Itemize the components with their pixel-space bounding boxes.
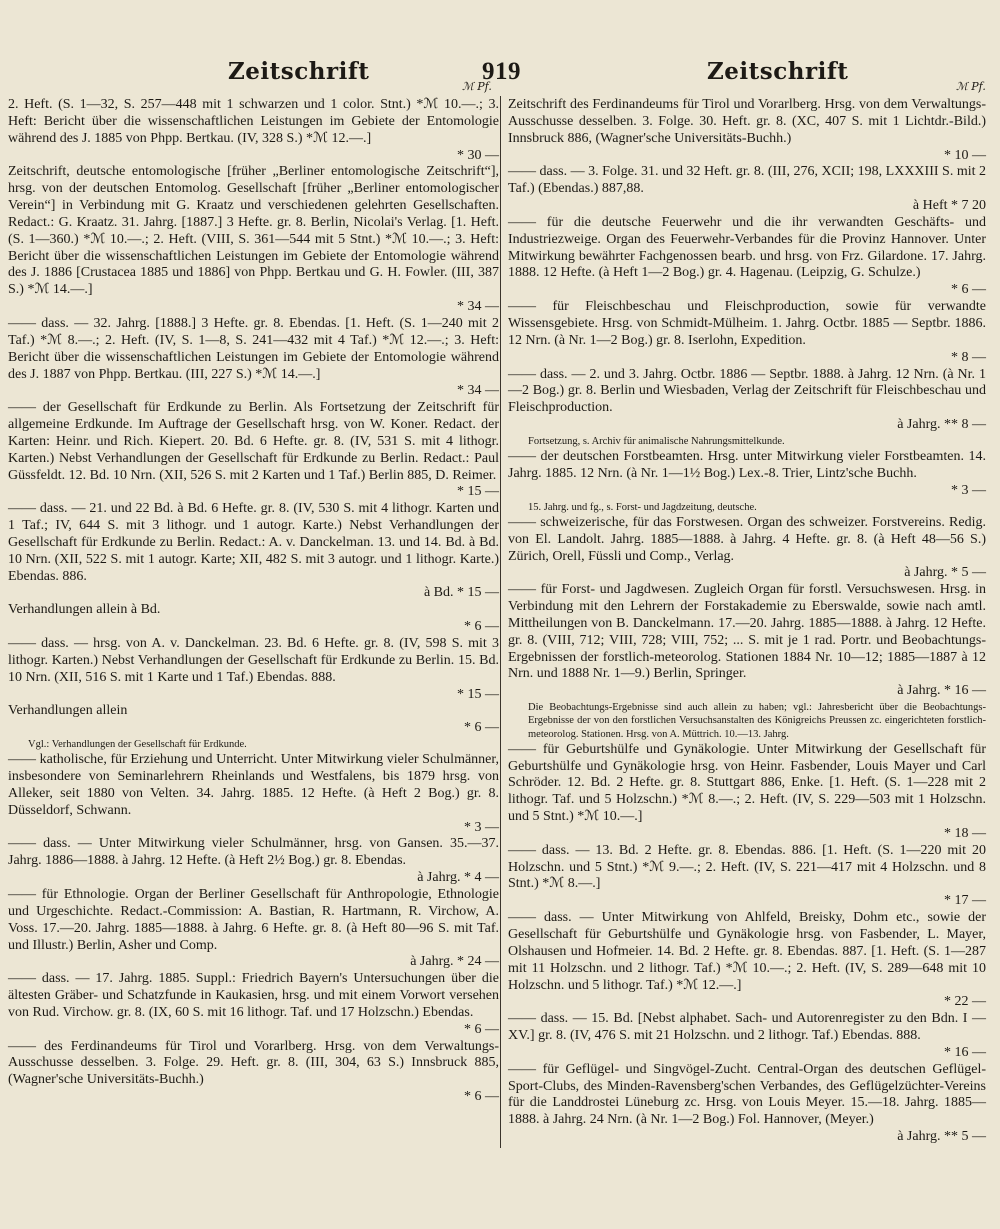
catalog-entry <box>508 910 986 1011</box>
entry-text: —— der deutschen Forstbeamten. Hrsg. unter Mitwirkung vieler Forstbeamten. 14. Jahrg. 1885. 12 Nrn. (à Nr. 1—1½ Bog.) Lex.-8. Trier, Lintz'sche Buchh. <box>508 449 986 481</box>
catalog-entry <box>508 449 986 500</box>
entry-text: Verhandlungen allein à Bd. <box>8 602 161 618</box>
entry-price: * 8 — <box>951 349 986 365</box>
entry-price: * 6 — <box>464 619 499 635</box>
catalog-entry <box>8 887 499 971</box>
cross-reference-note <box>528 501 986 514</box>
currency-heading-left: ℳ Pf. <box>462 80 492 93</box>
catalog-entry <box>508 742 986 843</box>
entry-price: * 6 — <box>951 282 986 298</box>
cross-reference-note <box>528 435 986 448</box>
entry-text: Verhandlungen allein <box>8 703 128 719</box>
entry-text: —— dass. — 3. Folge. 31. und 32 Heft. gr. 8. (III, 276, XCII; 198, LXXXIII S. mit 2 Taf.) (Ebendas.) 887,88. <box>508 164 986 197</box>
catalog-entry <box>508 582 986 700</box>
entry-text: —— dass. — Unter Mitwirkung vieler Schulmänner, hrsg. von Gansen. 35.—37. Jahrg. 1886—1888. à Jahrg. 12 Hefte. (à Heft 2½ Bog.) gr. 8. Ebendas. <box>8 836 499 869</box>
entry-price: * 10 — <box>944 147 986 163</box>
entry-price: * 16 — <box>944 1044 986 1060</box>
catalog-entry <box>508 515 986 582</box>
entry-price: * 22 — <box>944 994 986 1010</box>
catalog-entry <box>8 836 499 887</box>
entry-text: —— dass. — 2. und 3. Jahrg. Octbr. 1886 — Septbr. 1888. à Jahrg. 12 Nrn. (à Nr. 1—2 Bog.) gr. 8. Berlin und Wiesbaden, Verlag der Zeitschrift für Fleischbeschau und Fleischproduction. <box>508 366 986 416</box>
entry-text: —— für Ethnologie. Organ der Berliner Gesellschaft für Anthropologie, Ethnologie und Urgeschichte. Redact.-Commission: A. Bastian, R. Hartmann, R. Virchow, A. Voss. 17.—20. Jahrg. 1885—1888. à Jahrg. 6 Hefte. gr. 8. (à Heft 80—96 S. mit Taf. und Illustr.) Berlin, Asher und Comp. <box>8 887 499 953</box>
entry-text: Die Beobachtungs-Ergebnisse sind auch allein zu haben; vgl.: Jahresbericht über die Beobachtungs-Ergebnisse der von den forstlichen Versuchsanstalten des Königreichs Preussen zc. eingerichteten forstlich-meteorolog. Stationen. Hrsg. von A. Müttrich. 10.—13. Jahrg. <box>528 702 986 740</box>
left-column <box>8 97 499 1106</box>
catalog-entry <box>8 316 499 400</box>
catalog-entry <box>8 164 499 316</box>
page-number: 919 <box>482 58 521 85</box>
entry-price: à Jahrg. * 24 — <box>410 954 499 970</box>
entry-text: —— dass. — 15. Bd. [Nebst alphabet. Sach- und Autorenregister zu den Bdn. I — XV.] gr. 8. (IV, 476 S. mit 21 Holzschn. und 2 lithogr. Taf.) Ebendas. 888. <box>508 1011 986 1044</box>
currency-heading-right: ℳ Pf. <box>956 80 986 93</box>
entry-text: Vgl.: Verhandlungen der Gesellschaft für Erdkunde. <box>28 739 247 751</box>
entry-price: * 15 — <box>457 484 499 500</box>
column-divider <box>500 96 501 1148</box>
entry-price: * 34 — <box>457 299 499 315</box>
entry-text: —— dass. — 32. Jahrg. [1888.] 3 Hefte. gr. 8. Ebendas. [1. Heft. (S. 1—240 mit 2 Taf.) *ℳ 8.—.; 2. Heft. (IV, S. 1—8, S. 241—432 mit 4 Taf.) *ℳ 12.—.; 3. Heft: Bericht über die wissenschaftlichen Leistungen im Gebiete der Entomologie während des J. 1887 von Phpp. Bertkau. (III, 227 S.) *ℳ 14.—.] <box>8 315 499 382</box>
catalog-entry <box>508 299 986 366</box>
entry-price: * 6 — <box>464 1021 499 1037</box>
entry-text: —— für die deutsche Feuerwehr und die ihr verwandten Geschäfts- und Industriezweige. Organ des Feuerwehr-Verbandes für die Provinz Hannover. Unter Mitwirkung bewährter Fachgenossen bearb. und hrsg. von Frz. Gilardone. 17. Jahrg. 1888. 12 Hefte. (à Heft 1—2 Bog.) gr. 4. Hagenau. (Leipzig, G. Schulze.) <box>508 214 986 281</box>
entry-price: à Jahrg. * 4 — <box>417 870 499 886</box>
entry-price: à Bd. * 15 — <box>423 585 499 601</box>
catalog-entry <box>508 215 986 299</box>
entry-text: —— dass. — hrsg. von A. v. Danckelman. 23. Bd. 6 Hefte. gr. 8. (IV, 598 S. mit 3 lithogr. Karten.) Nebst Verhandlungen der Gesellschaft für Erdkunde zu Berlin. 15. Bd. 10 Nrn. (XII, 516 S. mit 1 Karte und 1 Taf.) Ebendas. 888. <box>8 636 499 685</box>
running-head-left: Zeitschrift <box>228 58 370 85</box>
entry-text: —— der Gesellschaft für Erdkunde zu Berlin. Als Fortsetzung der Zeitschrift für allgemeine Erdkunde. Im Auftrage der Gesellschaft hrsg. von W. Koner. Redact. der Karten: Heinr. und Rich. Kiepert. 20. Bd. 6 Hefte. gr. 8. (IV, 531 S. mit 4 lithogr. Karten.) Nebst Verhandlungen der Gesellschaft für Erdkunde zu Berlin. Redact.: Paul Güssfeldt. 12. Bd. 10 Nrn. (XII, 526 S. mit 2 Karten und 1 Taf.) Berlin 885, D. Reimer. <box>8 400 499 483</box>
entry-price: * 6 — <box>464 1089 499 1105</box>
entry-price: * 3 — <box>951 482 986 498</box>
entry-price: * 34 — <box>457 383 499 399</box>
entry-price: * 17 — <box>944 893 986 909</box>
entry-text: —— des Ferdinandeums für Tirol und Vorarlberg. Hrsg. von dem Verwaltungs-Ausschusse desselben. 3. Folge. 29. Heft. gr. 8. (III, 304, 63 S.) Innsbruck 885, (Wagner'sche Universitäts-Buchh.) <box>8 1038 499 1088</box>
entry-price: à Jahrg. ** 5 — <box>897 1129 986 1145</box>
catalog-entry <box>8 703 499 737</box>
entry-price: à Heft * 7 20 <box>912 198 986 214</box>
catalog-entry <box>8 752 499 836</box>
entry-text: 2. Heft. (S. 1—32, S. 257—448 mit 1 schwarzen und 1 color. Stnt.) *ℳ 10.—.; 3. Heft: Bericht über die wissenschaftlichen Leistungen im Gebiete der Entomologie während des J. 1885 von Phpp. Bertkau. (IV, 328 S.) *ℳ 12.—.] <box>8 97 499 146</box>
catalog-entry <box>8 97 499 164</box>
entry-price: * 18 — <box>944 825 986 841</box>
catalog-entry <box>508 843 986 910</box>
entry-text: —— für Forst- und Jagdwesen. Zugleich Organ für forstl. Versuchswesen. Hrsg. in Verbindung mit den Lehrern der Forstakademie zu Eberswalde, sowie nach amtl. Mittheilungen von B. Danckelmann. 17.—20. Jahrg. 1885—1888. à Jahrg. 12 Hefte. gr. 8. (VIII, 712; VIII, 728; VIII, 752; ... S. mit je 1 rad. Portr. und Beobachtungs-Ergebnissen der forstlich-meteorolog. Stationen 1884 Nr. 10—12; 1885—1887 à 12 Nrn. und 1888 Nr. 1—9.) Berlin, Springer. <box>508 582 986 682</box>
entry-price: * 3 — <box>464 819 499 835</box>
entry-text: —— für Fleischbeschau und Fleischproduction, sowie für verwandte Wissensgebiete. Hrsg. von Schmidt-Mülheim. 1. Jahrg. Octbr. 1885 — Septbr. 1886. 12 Nrn. (à Nr. 1—2 Bog.) gr. 8. Iserlohn, Expedition. <box>508 299 986 348</box>
cross-reference-note <box>28 738 499 751</box>
entry-text: —— dass. — 21. und 22 Bd. à Bd. 6 Hefte. gr. 8. (IV, 530 S. mit 4 lithogr. Karten und 1 Taf.; IV, 644 S. mit 3 lithogr. und 1 autogr. Karte.) Nebst Verhandlungen der Gesellschaft für Erdkunde zu Berlin. Redact.: A. v. Danckelman. 13. und 14. Bd. à Bd. 10 Nrn. (XII, 522 S. mit 1 autogr. Karte; XII, 482 S. mit 3 autogr. und 1 lithogr. Karte.) Ebendas. 886. <box>8 501 499 584</box>
entry-text: —— dass. — 17. Jahrg. 1885. Suppl.: Friedrich Bayern's Untersuchungen über die ältesten Gräber- und Schatzfunde in Kaukasien, hrsg. und mit einem Vorwort versehen von Rud. Virchow. gr. 8. (IX, 60 S. mit 16 lithogr. Taf. und 17 Holzschn.) Ebendas. <box>8 971 499 1020</box>
entry-text: 15. Jahrg. und fg., s. Forst- und Jagdzeitung, deutsche. <box>528 501 757 513</box>
entry-price: * 6 — <box>464 720 499 736</box>
right-column <box>508 97 986 1146</box>
catalog-entry <box>8 971 499 1038</box>
catalog-entry <box>508 1011 986 1062</box>
entry-text: —— für Geflügel- und Singvögel-Zucht. Central-Organ des deutschen Geflügel-Sport-Clubs, des Minden-Ravensberg'schen Verbandes, des Geflügelzüchter-Vereins für die Landdrostei Lüneburg zc. Hrsg. von Louis Meyer. 15.—18. Jahrg. 1885—1888. à Jahrg. 24 Nrn. (à Nr. 1—2 Bog.) Fol. Hannover, (Meyer.) <box>508 1061 986 1128</box>
entry-text: Zeitschrift, deutsche entomologische [früher „Berliner entomologische Zeitschrift“], hrsg. von der deutschen Entomolog. Gesellschaft [früher „Berliner entomologischer Verein“] in Verbindung mit G. Kraatz und verschiedenen gelehrten Gesellschaften. Redact.: G. Kraatz. 31. Jahrg. [1887.] 3 Hefte. gr. 8. Berlin, Nicolai's Verlag. [1. Heft. (S. 1—360.) *ℳ 10.—.; 2. Heft. (VIII, S. 361—544 mit 5 Stnt.) *ℳ 10.—.; 3. Heft: Bericht über die wissenschaftlichen Leistungen im Gebiete der Entomologie während des J. 1886 [Crustacea 1885 und 1886] von Phpp. Bertkau und G. H. Fowler. (III, 387 S.) *ℳ 14.—.] <box>8 164 499 298</box>
running-head-right: Zeitschrift <box>707 58 849 85</box>
entry-text: —— dass. — 13. Bd. 2 Hefte. gr. 8. Ebendas. 886. [1. Heft. (S. 1—220 mit 20 Holzschn. und 5 Stnt.) *ℳ 9.—.; 2. Heft. (IV, S. 221—417 mit 4 Holzschn. und 8 Stnt.) *ℳ 8.—.] <box>508 842 986 892</box>
catalog-entry <box>508 97 986 164</box>
cross-reference-note <box>528 701 986 741</box>
entry-text: Zeitschrift des Ferdinandeums für Tirol und Vorarlberg. Hrsg. von dem Verwaltungs-Ausschusse desselben. 3. Folge. 30. Heft. gr. 8. (XC, 407 S. mit 1 Lichtdr.-Bild.) Innsbruck 886, (Wagner'sche Universitäts-Buchh.) <box>508 97 986 146</box>
entry-price: à Jahrg. * 5 — <box>904 565 986 581</box>
entry-text: —— für Geburtshülfe und Gynäkologie. Unter Mitwirkung der Gesellschaft für Geburtshülfe und Gynäkologie hrsg. von Heinr. Fasbender, Louis Mayer und Carl Schröder. 12. Bd. 2 Hefte. gr. 8. Stuttgart 886, Enke. [1. Heft. (S. 1—228 mit 2 lithogr. Taf. und 5 Holzschn.) *ℳ 8.—.; 2. Heft. (IV, S. 229—503 mit 1 Holzschn. und 5 Stnt.) *ℳ 10.—.] <box>508 741 986 825</box>
catalog-entry <box>508 367 986 434</box>
entry-text: —— katholische, für Erziehung und Unterricht. Unter Mitwirkung vieler Schulmänner, insbesondere von Seminarlehrern Rheinlands und Westfalens, bis 1879 hrsg. von Alleker, seit 1880 von Velten. 34. Jahrg. 1885. 12 Hefte. (à Heft 2 Bog.) gr. 8. Düsseldorf, Schwann. <box>8 752 499 818</box>
entry-price: à Jahrg. * 16 — <box>897 683 986 699</box>
catalog-entry <box>8 602 499 636</box>
entry-price: * 30 — <box>457 147 499 163</box>
entry-price: à Jahrg. ** 8 — <box>897 417 986 433</box>
catalog-entry <box>8 636 499 703</box>
catalog-entry <box>8 400 499 501</box>
entry-text: —— dass. — Unter Mitwirkung von Ahlfeld, Breisky, Dohm etc., sowie der Gesellschaft für Geburtshülfe und Gynäkologie hrsg. von Fasbender, L. Mayer, Olshausen und Hofmeier. 14. Bd. 2 Hefte. gr. 8. Ebendas. 887. [1. Heft. (S. 1—287 mit 11 Holzschn. und 2 lithogr. Taf.) *ℳ 10.—.; 2. Heft. (IV, S. 289—648 mit 10 Holzschn. und 5 lithogr. Taf.) *ℳ 12.—.] <box>508 910 986 993</box>
catalog-entry <box>8 1039 499 1106</box>
catalog-entry <box>508 164 986 215</box>
entry-text: Fortsetzung, s. Archiv für animalische Nahrungsmittelkunde. <box>528 435 785 447</box>
catalog-entry <box>508 1062 986 1146</box>
catalog-entry <box>8 501 499 602</box>
entry-text: —— schweizerische, für das Forstwesen. Organ des schweizer. Forstvereins. Redig. von El. Landolt. Jahrg. 1885—1888. à Jahrg. 4 Hefte. gr. 8. (à Heft 48—56 S.) Zürich, Orell, Füssli und Comp., Verlag. <box>508 514 986 564</box>
entry-price: * 15 — <box>457 686 499 702</box>
